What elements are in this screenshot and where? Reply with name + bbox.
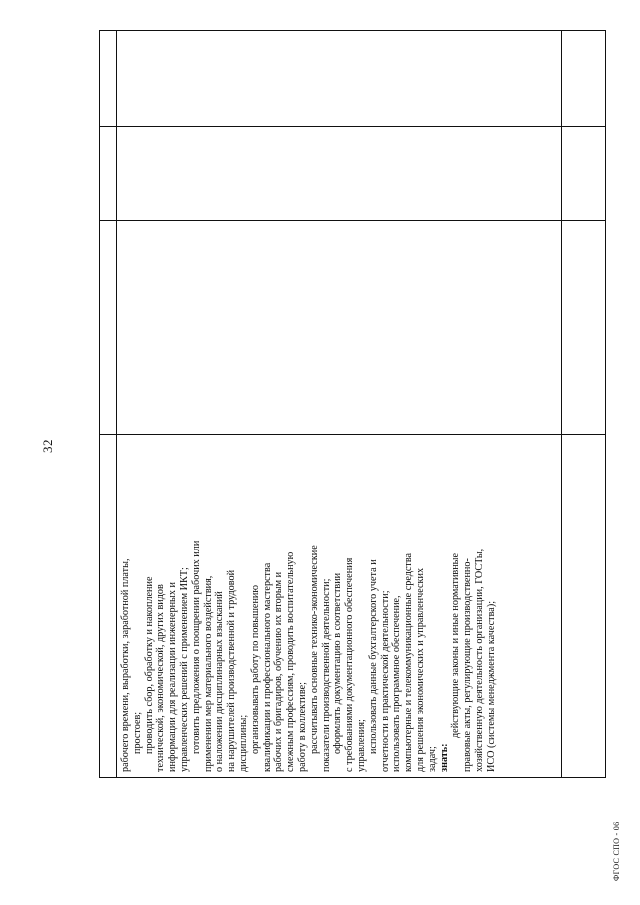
text-line: хозяйственную деятельность организации, ГОСТы, <box>473 548 485 772</box>
text-line: задач; <box>426 746 438 772</box>
text-line: рабочих и бригадиров, обучению их вторым и <box>273 571 285 772</box>
text-line: о наложении дисциплинарных взысканий <box>214 591 226 772</box>
text-line: управленческих решений с применением ИКТ; <box>178 567 190 772</box>
competency-table <box>99 30 606 778</box>
competency-cell-text <box>120 440 498 772</box>
text-line: работу в коллективе; <box>296 682 308 772</box>
text-line: дисциплины; <box>237 714 249 772</box>
text-line: готовить предложения о поощрении рабочих или <box>190 540 202 754</box>
text-line: компьютерные и телекоммуникационные средства <box>403 552 415 772</box>
text-line-heading: знать: <box>438 743 450 772</box>
text-line: использовать программное обеспечение, <box>391 595 403 772</box>
text-line: с требованиями документационного обеспечения <box>344 557 356 772</box>
text-line: смежным профессиям, проводить воспитательную <box>285 551 297 772</box>
table-row-top <box>100 31 116 777</box>
text-line: правовые акты, регулирующие производственно- <box>462 558 474 772</box>
text-line: квалификации и профессионального мастерства <box>261 562 273 772</box>
table-row-main <box>116 31 561 777</box>
text-line: для решения экономических и управленческих <box>414 567 426 772</box>
text-line: технической, экономической, других видов <box>155 584 167 772</box>
table-row-bottom <box>561 31 605 777</box>
text-line: информации для реализации инженерных и <box>167 582 179 772</box>
text-line: рабочего времени, выработки, заработной платы, <box>120 558 131 772</box>
text-line: оформлять документацию в соответствии <box>332 572 344 754</box>
page-number: 32 <box>40 439 55 453</box>
footer-code: ФГОС СПО - 06 <box>612 821 621 881</box>
text-line: организовывать работу по повышению <box>249 585 261 754</box>
text-line: рассчитывать основные технико-экономические <box>308 545 320 754</box>
text-line: использовать данные бухгалтерского учета и <box>367 559 379 754</box>
text-line: проводить сбор, обработку и накопление <box>143 576 155 754</box>
text-line: простоев; <box>131 711 143 754</box>
text-line: ИСО (системы менеджмента качества); <box>485 600 497 772</box>
text-line: применении мер материального воздействия, <box>202 575 214 772</box>
text-line: отчетности в практической деятельности; <box>379 590 391 772</box>
text-line: показатели производственной деятельности; <box>320 578 332 772</box>
text-line: управления; <box>355 719 367 772</box>
text-line: действующие законы и иные нормативные <box>450 552 462 738</box>
text-line: на нарушителей производственной и трудовой <box>226 569 238 772</box>
